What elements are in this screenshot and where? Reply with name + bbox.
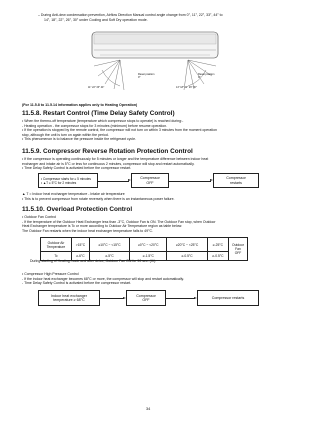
left-angles: 11° 22° 33° 44° (88, 86, 105, 89)
table-cell: ≥-0.5°C (207, 252, 228, 261)
airflow-direction-diagram (80, 26, 230, 98)
section-11-5-9-title: 11.5.9. Compressor Reverse Rotation Protection Control (22, 148, 193, 155)
flow-condition-box: • Compressor starts for ≥ 5 minutes • ▲T ≤ 5°C for 2 minutes (38, 173, 98, 188)
flow-arrow-2 (169, 181, 211, 182)
compressor-off-box: Compressor OFF (131, 173, 169, 188)
anti-dew-bullet-line2: 14°, 18°, 22°, 26°, 30° under Cooling and Soft Dry operation mode. (44, 18, 148, 22)
s1159-line-1: • If the compressor is operating continuously for 5 minutes or longer and the temperature difference between indoor heat (22, 157, 209, 161)
hp-flow-arrow-1 (100, 298, 124, 299)
table-row (41, 238, 248, 252)
table-cell: ≥20°C ~ <25°C (167, 238, 207, 252)
s11510-line-2: - If the temperature of the Outdoor Heat Exchanger less than -3°C, Outdoor Fan is ON. The Outdoor Fan stop, when Outdoor (22, 219, 216, 224)
reset-position-right: Reset position 0° (198, 73, 215, 79)
s11510-line-4: The Outdoor Fan restarts when the indoor heat exchanger temperature falls to 49°C. (22, 228, 153, 233)
table-cell: ≥-25°C (207, 238, 228, 252)
reverse-rotation-purpose: • This is to prevent compressor from rotate reversely when there is an instantaneous power failure. (22, 196, 175, 201)
flow-arrow-1 (98, 181, 129, 182)
hp-flow-arrow-2 (166, 298, 195, 299)
table-header-tc: Tc (41, 252, 72, 261)
reset-position-left: Reset position 0° (138, 73, 155, 79)
hp-line-3: - Time Delay Safety Control is activated before the compressor restart. (22, 281, 132, 286)
hp-condition-box: Indoor heat exchanger temperature ≥ 68°C (38, 290, 100, 306)
outdoor-fan-off-label: Outdoor Fan OFF (229, 238, 248, 261)
table-cell: ≥-5°C (89, 252, 129, 261)
s1158-line-5: • This phenomenon is to balance the pressure inside the refrigerant cycle. (22, 137, 137, 142)
right-angles: 14° 18° 22° 26° 30° (176, 86, 197, 89)
s11510-line-1: • Outdoor Fan Control (22, 215, 57, 219)
s1159-line-3: • Time Delay Safety Control is activated before the compressor restart. (22, 166, 132, 171)
s1158-line-3: • If the operation is stopped by the remote control, the compressor will not turn on within 3 minutes from the moment operation (22, 128, 217, 133)
anti-dew-bullet-line1: – During Anti-dew condensation prevention, Airflow Direction Manual control angle change from 0°, 11°, 22°, 33°, 44° to (38, 13, 223, 17)
table-cell: ≥-0.5°C (167, 252, 207, 261)
compressor-restarts-box: Compressor restarts (213, 173, 259, 188)
delta-t-definition: ▲ T = Indoor heat exchanger temperature - Intake air temperature (22, 192, 125, 196)
table-cell: ≥0°C ~ <20°C (130, 238, 167, 252)
heating-only-note: (For 11.5.8 to 11.5.14 information applies only to Heating Operation) (22, 103, 138, 107)
s1158-line-2: - Heating operation - the compressor stops for 3 minutes (minimum) before resume operation. (22, 123, 168, 128)
table-cell: ≥-6°C (72, 252, 90, 261)
hp-compressor-restarts-box: Compressor restarts (197, 290, 259, 306)
table-cell: ≥10°C ~ <15°C (89, 238, 129, 252)
outdoor-fan-deice-note: During starting of Heating mode and after deice, Outdoor Fan ON for 90 sec. (Hi). (30, 259, 157, 263)
s11510-line-3: Heat Exchanger temperature is Tc or more according to Outdoor Air Temperature region as table below: (22, 224, 183, 229)
section-11-5-8-title: 11.5.8. Restart Control (Time Delay Safety Control) (22, 110, 175, 117)
hp-line-1: • Compressor High Pressure Control (22, 272, 79, 276)
table-cell: >15°C (72, 238, 90, 252)
table-header-outdoor-air: Outdoor Air Temperature (41, 238, 72, 252)
section-11-5-10-title: 11.5.10. Overload Protection Control (22, 206, 133, 213)
hp-compressor-off-box: Compressor OFF (126, 290, 166, 306)
page-number: 34 (146, 407, 151, 411)
s1159-line-2: exchanger and intake air is 5°C or less for continuous 2 minutes, compressor will stop and restart automatically. (22, 161, 195, 166)
outdoor-fan-table (40, 237, 248, 261)
table-cell: ≥-1.5°C (130, 252, 167, 261)
s1158-line-1: • When the thermo-off temperature (temperature which compressor stops to operate) is reached during:- (22, 119, 184, 123)
s1158-line-4: stop, although the unit is turn on again within the period. (22, 132, 109, 137)
hp-line-2: - If the indoor heat exchanger becomes 68°C or more, the compressor will stop and restart automatically. (22, 276, 185, 281)
